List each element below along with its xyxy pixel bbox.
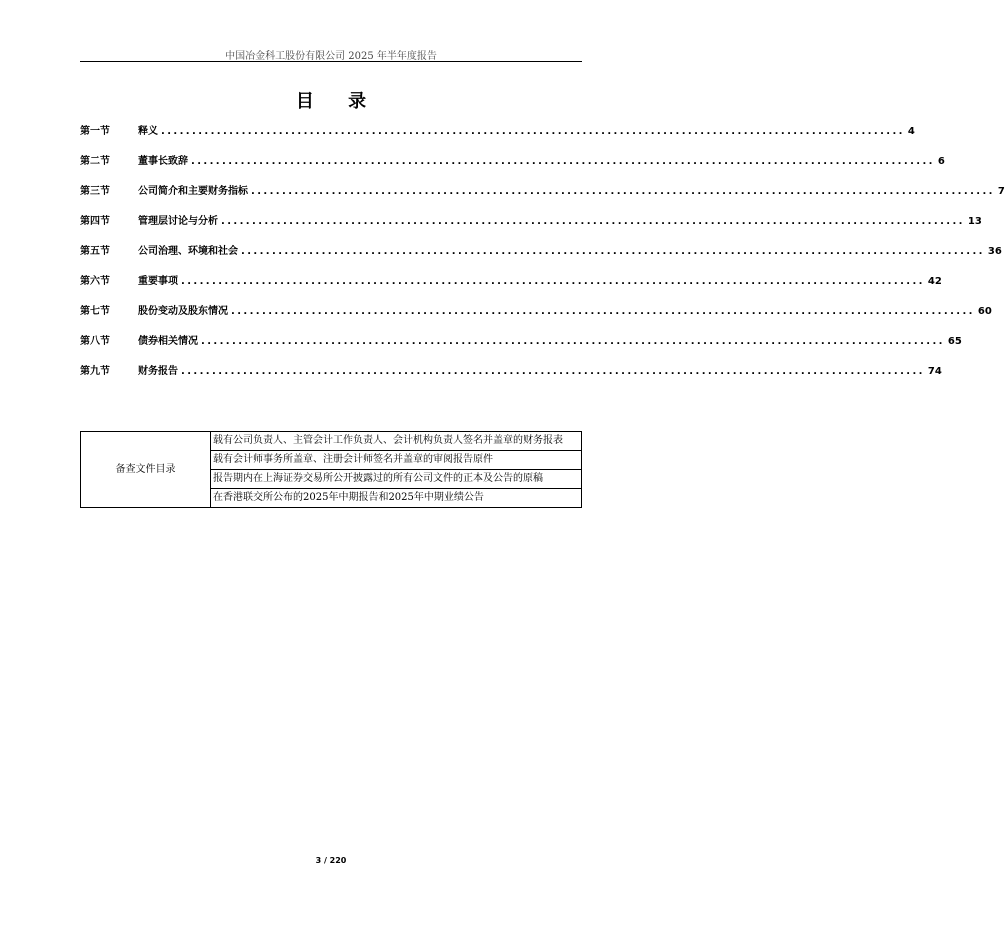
toc-section-number: 第九节 — [80, 366, 110, 377]
toc-section-number: 第一节 — [80, 126, 110, 137]
toc-entry[interactable] — [80, 362, 942, 378]
toc-section-number: 第六节 — [80, 276, 110, 287]
reference-document-item: 报告期内在上海证券交易所公开披露过的所有公司文件的正本及公告的原稿 — [211, 470, 582, 489]
toc-entry[interactable] — [80, 182, 1005, 198]
toc-leader-dots: ........................................................................................................................ — [251, 186, 995, 197]
toc-page-number: 13 — [967, 216, 982, 227]
toc-entry[interactable] — [80, 242, 1002, 258]
table-row — [81, 432, 582, 451]
toc-page-number: 74 — [927, 366, 942, 377]
toc-page-number: 60 — [977, 306, 992, 317]
toc-section-title: 公司治理、环境和社会 — [138, 246, 238, 257]
toc-page-number: 36 — [987, 246, 1002, 257]
toc-section-number: 第五节 — [80, 246, 110, 257]
toc-section-title: 董事长致辞 — [138, 156, 188, 167]
toc-leader-dots: ........................................................................................................................ — [241, 246, 985, 257]
page-header: 中国冶金科工股份有限公司 2025 年半年度报告 — [225, 51, 437, 62]
toc-page-number: 42 — [927, 276, 942, 287]
toc-leader-dots: ........................................................................................................................ — [181, 276, 925, 287]
toc-section-title: 公司简介和主要财务指标 — [138, 186, 248, 197]
toc-section-number: 第四节 — [80, 216, 110, 227]
toc-entry[interactable] — [80, 332, 962, 348]
reference-document-item: 载有公司负责人、主管会计工作负责人、会计机构负责人签名并盖章的财务报表 — [211, 432, 582, 451]
toc-leader-dots: ........................................................................................................................ — [161, 126, 905, 137]
toc-section-title: 债券相关情况 — [138, 336, 198, 347]
reference-documents-table — [80, 431, 582, 508]
toc-page-number: 65 — [947, 336, 962, 347]
toc-page-number: 4 — [907, 126, 915, 137]
toc-entry[interactable] — [80, 272, 942, 288]
toc-leader-dots: ........................................................................................................................ — [221, 216, 965, 227]
toc-leader-dots: ........................................................................................................................ — [181, 366, 925, 377]
toc-section-title: 财务报告 — [138, 366, 178, 377]
toc-section-number: 第七节 — [80, 306, 110, 317]
toc-page-number: 7 — [997, 186, 1005, 197]
page-number-footer: 3 / 220 — [315, 856, 347, 865]
toc-section-number: 第三节 — [80, 186, 110, 197]
toc-section-title: 释义 — [138, 126, 158, 137]
reference-document-item: 在香港联交所公布的2025年中期报告和2025年中期业绩公告 — [211, 489, 582, 508]
header-divider — [80, 61, 582, 62]
toc-leader-dots: ........................................................................................................................ — [191, 156, 935, 167]
toc-section-number: 第二节 — [80, 156, 110, 167]
toc-leader-dots: ........................................................................................................................ — [201, 336, 945, 347]
toc-section-number: 第八节 — [80, 336, 110, 347]
toc-entry[interactable] — [80, 302, 992, 318]
reference-document-item: 载有会计师事务所盖章、注册会计师签名并盖章的审阅报告原件 — [211, 451, 582, 470]
toc-section-title: 重要事项 — [138, 276, 178, 287]
toc-section-title: 管理层讨论与分析 — [138, 216, 218, 227]
toc-entry[interactable] — [80, 152, 945, 168]
toc-leader-dots: ........................................................................................................................ — [231, 306, 975, 317]
toc-entry[interactable] — [80, 212, 982, 228]
toc-section-title: 股份变动及股东情况 — [138, 306, 228, 317]
toc-heading: 目 录 — [295, 91, 381, 112]
toc-page-number: 6 — [937, 156, 945, 167]
toc-entry[interactable] — [80, 122, 915, 138]
reference-documents-label: 备查文件目录 — [81, 432, 211, 508]
